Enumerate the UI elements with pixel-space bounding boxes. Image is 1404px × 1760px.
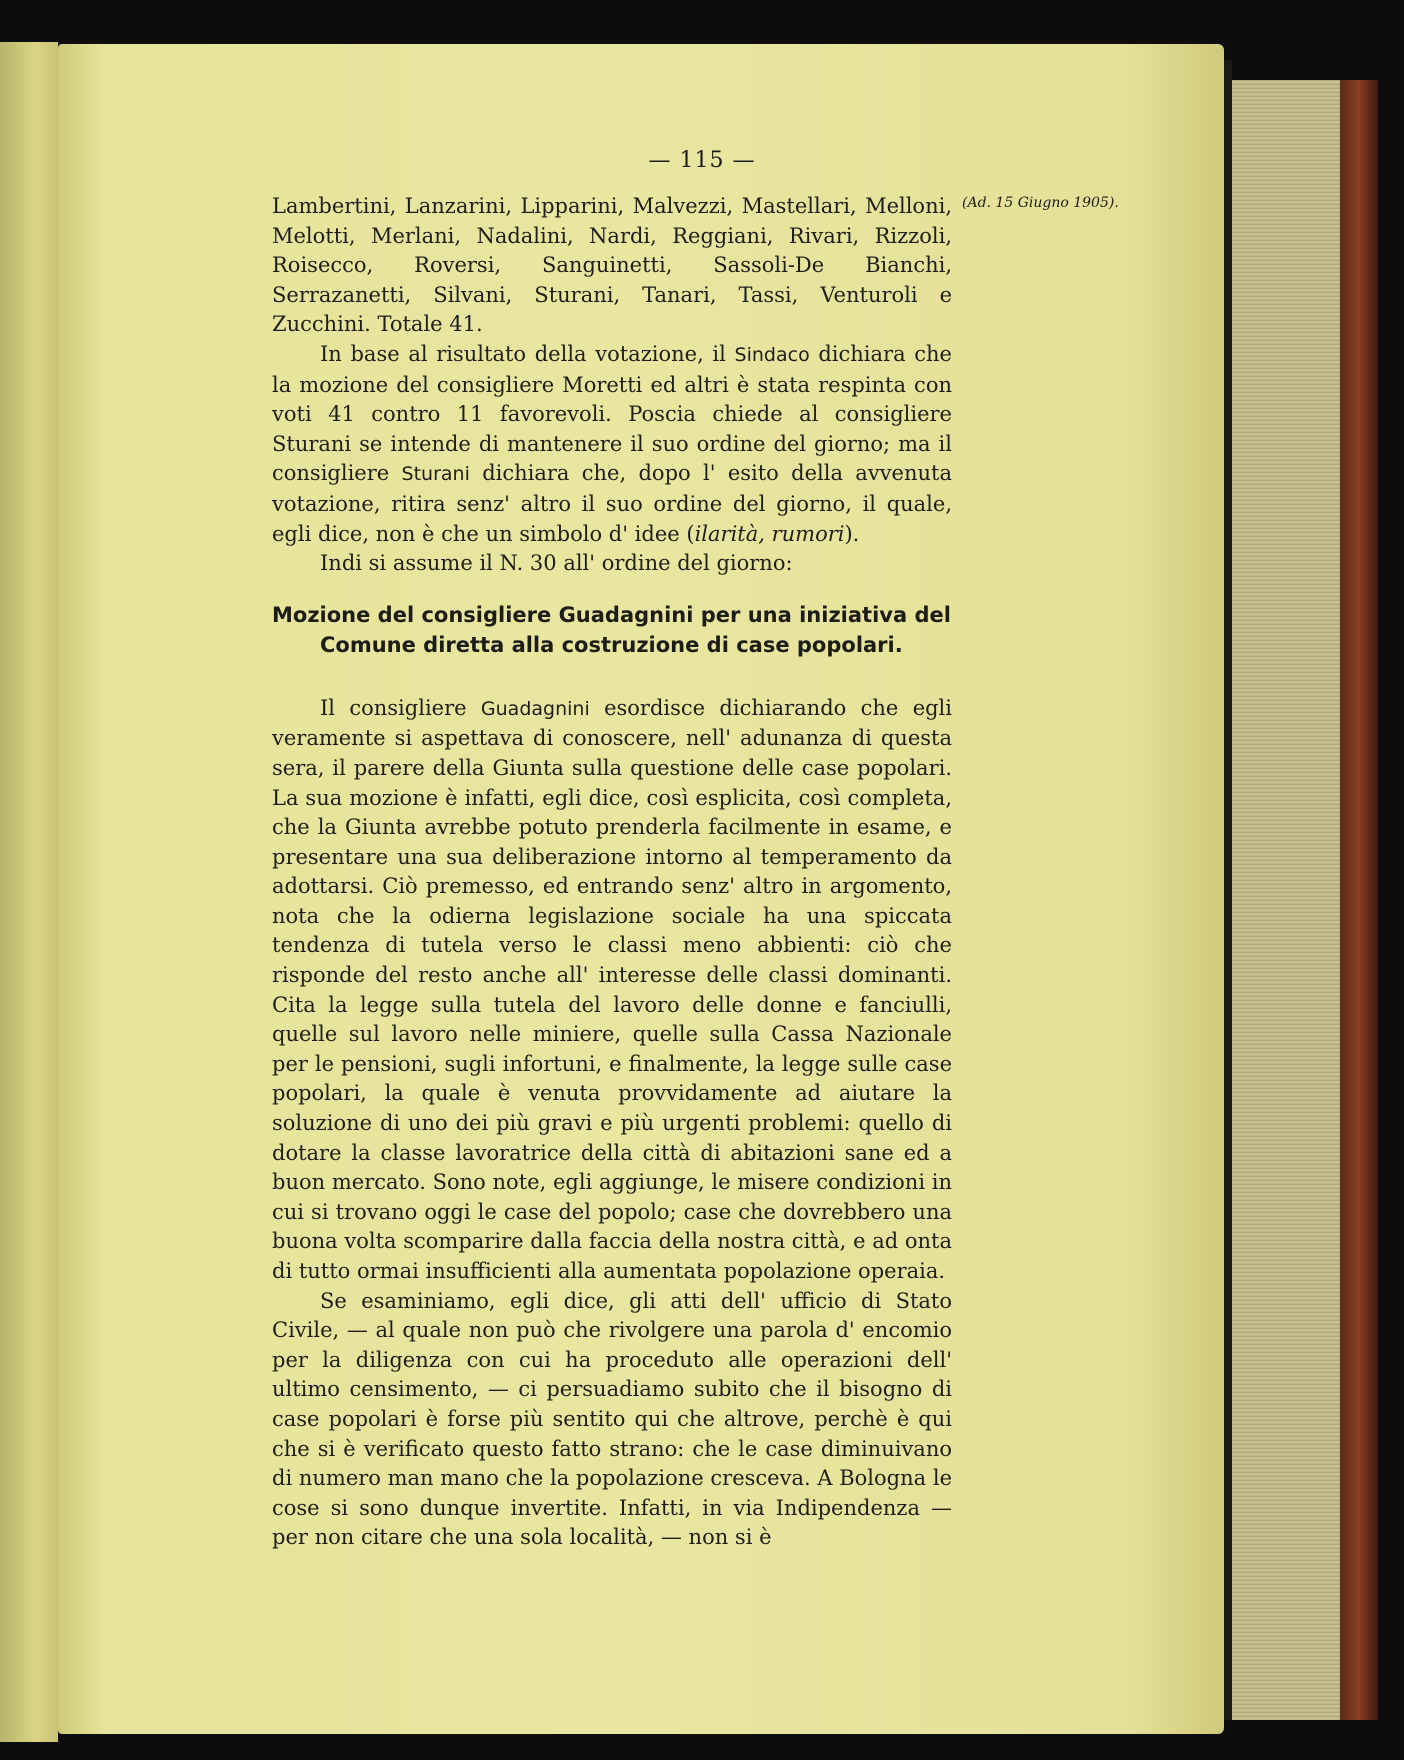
page-shadow	[1224, 60, 1232, 1720]
vote-list-paragraph: Lambertini, Lanzarini, Lipparini, Malvezzi, Mastellari, Melloni, Melotti, Merlani, Nadalini, Nardi, Reggiani, Rivari, Rizzoli, Roisecco, Roversi, Sanguinetti, Sassoli-De Bianchi, Serrazanetti, Silvani, Sturani, Tanari, Tassi, Venturoli e Zucchini. Totale 41.	[272, 194, 952, 337]
speaker-sindaco: Sindaco	[734, 343, 810, 366]
facing-page-edge	[0, 42, 58, 1742]
speech-paragraph-continued: Se esaminiamo, egli dice, gli atti dell' ufficio di Stato Civile, — al quale non può che rivolgere una parola d' encomio per la diligenza con cui ha proceduto alle operazioni dell' ultimo censimento, — ci persuadiamo subito che il bisogno di case popolari è forse più sentito qui che altrove, perchè è qui che si è verificato questo fatto strano: che le case diminuivano di numero man mano che la popolazione cresceva. A Bologna le cose si sono dunque invertite. Infatti, in via Indipendenza — per non citare che una sola località, — non si è	[272, 1288, 952, 1550]
speech-paragraph	[272, 694, 952, 1287]
page-body	[272, 192, 952, 1553]
speaker-guadagnini: Guadagnini	[480, 697, 590, 720]
section-heading: Mozione del consigliere Guadagnini per una iniziativa del Comune diretta alla costruzione di case popolari.	[272, 602, 951, 657]
vote-result-paragraph	[272, 340, 952, 549]
text-run: dichiara che, dopo l' esito della avvenuta votazione, ritira senz' altro il suo ordine del giorno, il quale, egli dice, non è che un simbolo d' idee (	[272, 461, 952, 546]
text-run: In base al risultato della votazione, il	[320, 341, 735, 366]
book-page-stack	[1232, 80, 1340, 1720]
agenda-paragraph: Indi si assume il N. 30 all' ordine del giorno:	[320, 551, 793, 576]
stage-direction: ilarità, rumori	[694, 521, 845, 546]
speaker-sturani: Sturani	[401, 463, 470, 486]
margin-date-note: (Ad. 15 Giugno 1905).	[962, 195, 1119, 211]
text-run: Il consigliere	[320, 695, 481, 720]
text-run: ).	[844, 521, 860, 546]
text-run: dichiara che la mozione del consigliere Moretti ed altri è stata respinta con voti 41 contro 11 favorevoli. Poscia chiede al consigliere Sturani se intende di mantenere il suo ordine del giorno; ma il consigliere	[272, 341, 952, 486]
page-number: — 115 —	[648, 148, 756, 173]
book-cover	[1340, 80, 1378, 1720]
text-run: esordisce dichiarando che egli veramente si aspettava di conoscere, nell' adunanza di questa sera, il parere della Giunta sulla questione delle case popolari. La sua mozione è infatti, egli dice, così esplicita, così completa, che la Giunta avrebbe potuto prenderla facilmente in esame, e presentare una sua deliberazione intorno al temperamento da adottarsi. Ciò premesso, ed entrando senz' altro in argomento, nota che la odierna legislazione sociale ha una spiccata tendenza di tutela verso le classi meno abbienti: ciò che risponde del resto anche all' interesse delle classi dominanti. Cita la legge sulla tutela del lavoro delle donne e fanciulli, quelle sul lavoro nelle miniere, quelle sulla Cassa Nazionale per le pensioni, sugli infortuni, e finalmente, la legge sulle case popolari, la quale è venuta provvidamente ad aiutare la soluzione di uno dei più gravi e più urgenti problemi: quello di dotare la classe lavoratrice della città di abitazioni sane ed a buon mercato. Sono note, egli aggiunge, le misere condizioni in cui si trovano oggi le case del popolo; case che dovrebbero una buona volta scomparire dalla faccia della nostra città, e ad onta di tutto ormai insufficienti alla aumentata popolazione operaia.	[272, 695, 952, 1283]
